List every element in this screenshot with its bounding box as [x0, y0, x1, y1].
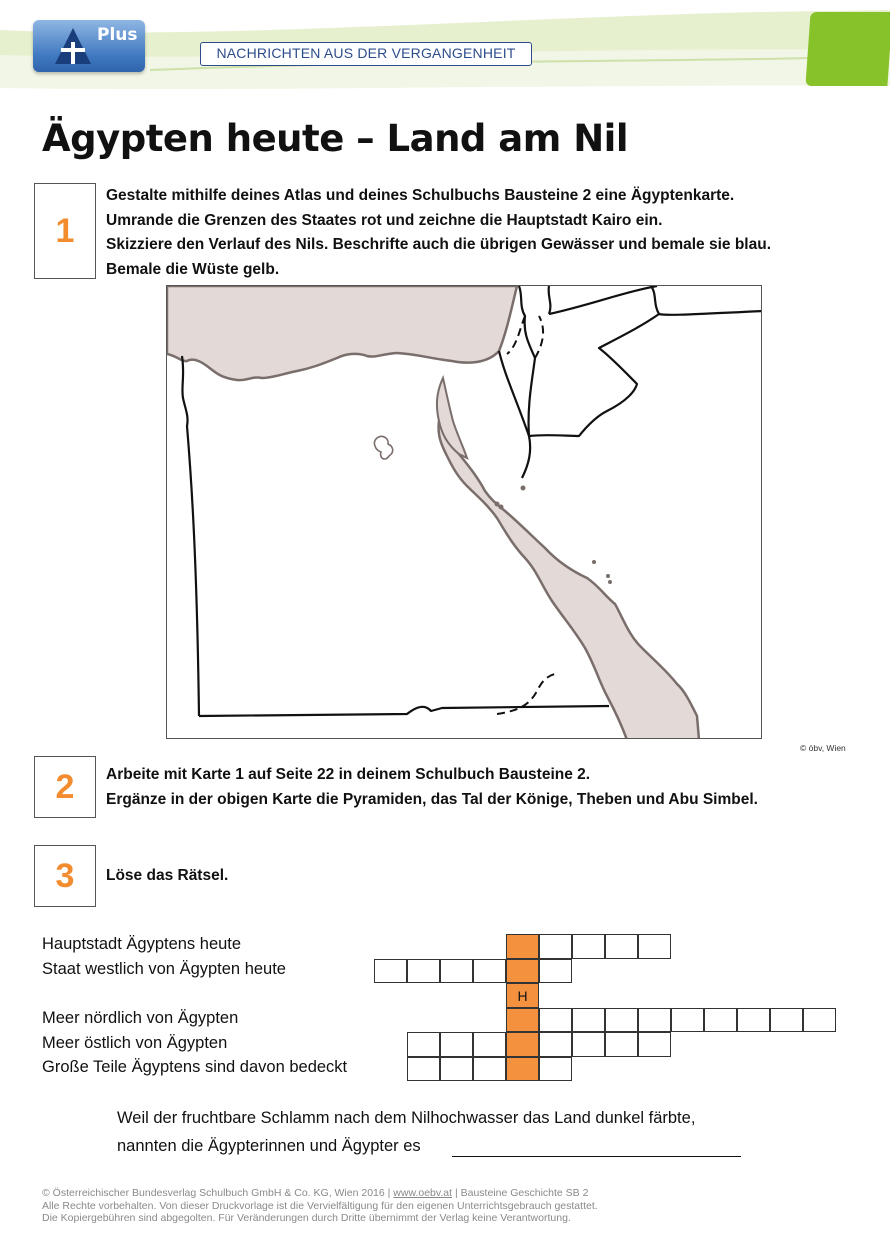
crossword-cell[interactable] — [440, 959, 473, 984]
egypt-outline-map[interactable] — [166, 285, 762, 739]
crossword-cell[interactable] — [770, 1008, 803, 1033]
task-1-line: Skizziere den Verlauf des Nils. Beschrifte auch die übrigen Gewässer und bemale sie blau. — [106, 236, 772, 253]
crossword-cell[interactable] — [803, 1008, 836, 1033]
crossword-solution-cell[interactable] — [506, 1008, 539, 1033]
publisher-link[interactable]: www.oebv.at — [393, 1187, 453, 1199]
crossword-cell[interactable] — [572, 1032, 605, 1057]
crossword-clue-5: Große Teile Ägyptens sind davon bedeckt — [42, 1058, 348, 1076]
crossword-cell[interactable] — [473, 1057, 506, 1082]
crossword-cell[interactable] — [473, 959, 506, 984]
crossword-cell[interactable] — [737, 1008, 770, 1033]
crossword-cell[interactable] — [374, 959, 407, 984]
crossword-cell[interactable] — [638, 1032, 671, 1057]
sentence-line-2: nannten die Ägypterinnen und Ägypter es — [117, 1137, 421, 1155]
task-1-instructions — [106, 184, 771, 282]
logo-text: Plus — [97, 25, 138, 45]
crossword-cell[interactable] — [605, 1032, 638, 1057]
red-sea — [439, 421, 699, 739]
crossword-cell[interactable] — [407, 1057, 440, 1082]
crossword-cell[interactable] — [671, 1008, 704, 1033]
task-3-instructions — [106, 864, 228, 889]
green-tab — [805, 12, 890, 86]
crossword-cell[interactable] — [440, 1057, 473, 1082]
crossword-cell[interactable] — [704, 1008, 737, 1033]
crossword-cell[interactable] — [572, 934, 605, 959]
footer-copyright: © Österreichischer Bundesverlag Schulbuch GmbH & Co. KG, Wien 2016 | — [42, 1187, 391, 1199]
crossword-cell[interactable] — [440, 1032, 473, 1057]
task-number-3: 3 — [34, 845, 96, 907]
answer-blank[interactable] — [452, 1156, 741, 1157]
crossword-cell[interactable] — [407, 1032, 440, 1057]
crossword-clue-1: Hauptstadt Ägyptens heute — [42, 935, 242, 953]
footer-line-1 — [42, 1187, 598, 1200]
footer-line-2: Alle Rechte vorbehalten. Von dieser Druckvorlage ist die Vervielfältigung für den eigenen Unterrichtsgebrauch gestattet. — [42, 1199, 598, 1212]
crossword-cell[interactable] — [539, 959, 572, 984]
crossword-clue-3: Meer nördlich von Ägypten — [42, 1009, 239, 1027]
footer — [42, 1187, 598, 1225]
crossword-cell[interactable] — [473, 1032, 506, 1057]
lake-outline — [374, 436, 392, 459]
crossword-cell[interactable] — [539, 1057, 572, 1082]
series-title: NACHRICHTEN AUS DER VERGANGENHEIT — [200, 42, 532, 66]
crossword-solution-cell[interactable] — [506, 1032, 539, 1057]
crossword-cell[interactable] — [539, 1008, 572, 1033]
crossword-cell[interactable] — [539, 934, 572, 959]
crossword-solution-cell: H — [506, 983, 539, 1008]
task-2-instructions — [106, 763, 758, 812]
crossword-solution-cell[interactable] — [506, 934, 539, 959]
crossword-cell[interactable] — [539, 1032, 572, 1057]
task-number-1: 1 — [34, 183, 96, 279]
crossword-clue-2: Staat westlich von Ägypten heute — [42, 960, 286, 978]
crossword-cell[interactable] — [638, 1008, 671, 1033]
crossword-solution-cell[interactable] — [506, 1057, 539, 1082]
crossword-cell[interactable] — [605, 934, 638, 959]
footer-book: | Bausteine Geschichte SB 2 — [454, 1187, 589, 1199]
task-3-line: Löse das Rätsel. — [106, 867, 229, 884]
crossword-clue-4: Meer östlich von Ägypten — [42, 1034, 228, 1052]
sentence-line-1: Weil der fruchtbare Schlamm nach dem Nilhochwasser das Land dunkel färbte, — [117, 1109, 696, 1127]
crossword-solution-cell[interactable] — [506, 959, 539, 984]
footer-line-3: Die Kopiergebühren sind abgegolten. Für Veränderungen durch Dritte übernimmt der Verlag keine Verantwortung. — [42, 1212, 571, 1224]
task-2-line: Arbeite mit Karte 1 auf Seite 22 in deinem Schulbuch Bausteine 2. — [106, 766, 591, 783]
mediterranean-sea — [167, 286, 517, 380]
task-number-2: 2 — [34, 756, 96, 818]
crossword-cell[interactable] — [407, 959, 440, 984]
map-copyright: © öbv, Wien — [800, 743, 846, 753]
page-title: Ägypten heute – Land am Nil — [42, 117, 629, 160]
task-1-line: Umrande die Grenzen des Staates rot und zeichne die Hauptstadt Kairo ein. — [106, 211, 663, 229]
map-drawing — [167, 286, 762, 739]
crossword-cell[interactable] — [572, 1008, 605, 1033]
task-1-line: Bemale die Wüste gelb. — [106, 260, 280, 278]
crossword-cell[interactable] — [605, 1008, 638, 1033]
crossword-cell[interactable] — [638, 934, 671, 959]
task-1-line: Gestalte mithilfe deines Atlas und deines Schulbuchs Bausteine 2 eine Ägyptenkarte. — [106, 187, 735, 204]
task-2-line: Ergänze in der obigen Karte die Pyramiden, das Tal der Könige, Theben und Abu Simbel. — [106, 790, 758, 808]
